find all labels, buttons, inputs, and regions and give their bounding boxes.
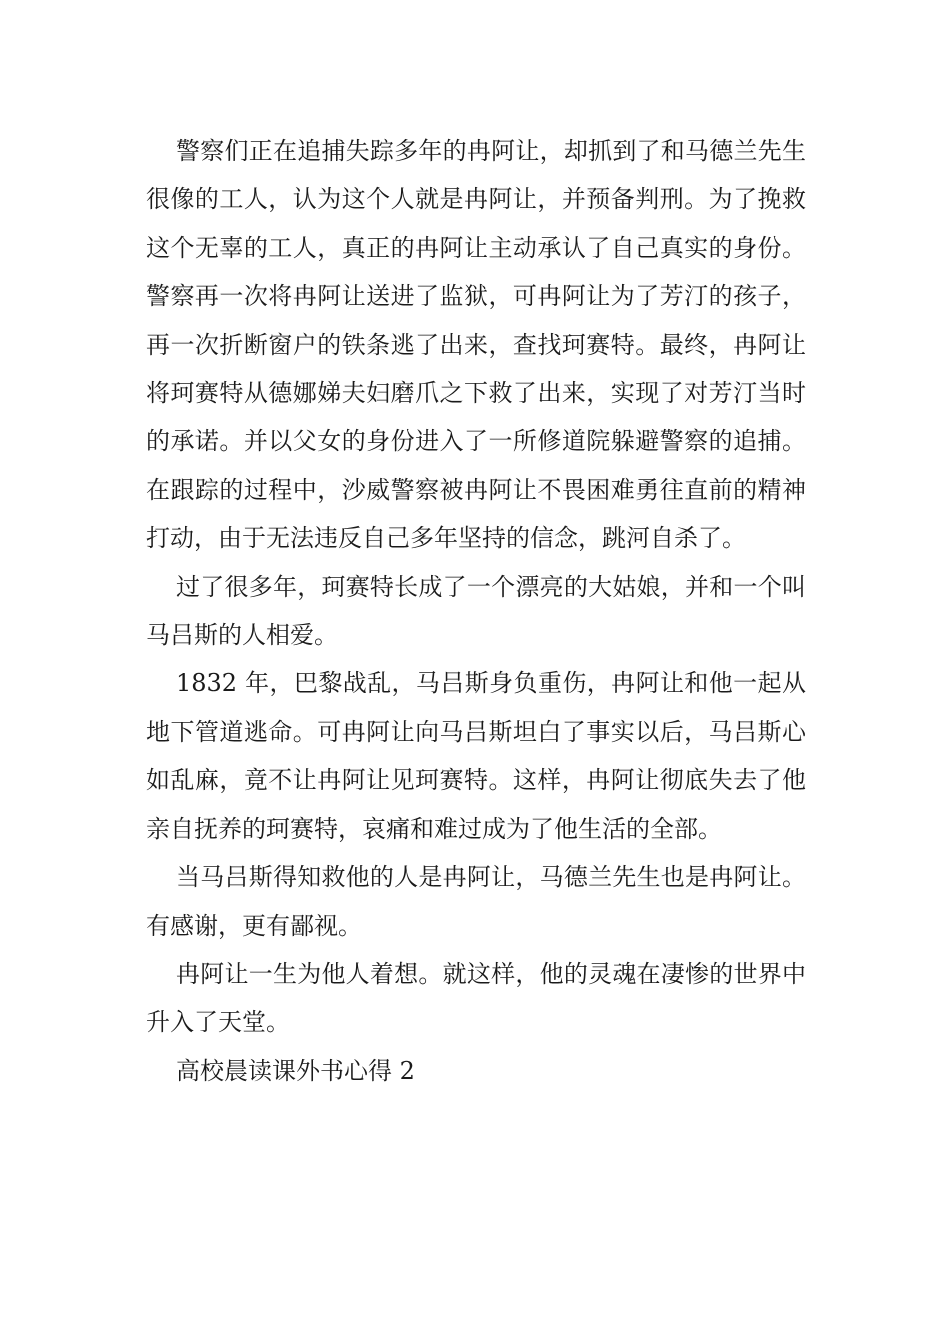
paragraph-3: 1832 年，巴黎战乱，马吕斯身负重伤，冉阿让和他一起从地下管道逃命。可冉阿让向马吕斯坦白了事实以后，马吕斯心如乱麻，竟不让冉阿让见珂赛特。这样，冉阿让彻底失去了他亲自抚养的珂赛特，哀痛和难过成为了他生活的全部。 <box>146 669 806 843</box>
section-heading: 高校晨读课外书心得 2 <box>176 1056 415 1085</box>
paragraph-5: 冉阿让一生为他人着想。就这样，他的灵魂在凄惨的世界中升入了天堂。 <box>146 959 806 1037</box>
paragraph-1: 警察们正在追捕失踪多年的冉阿让，却抓到了和马德兰先生很像的工人，认为这个人就是冉阿让，并预备判刑。为了挽救这个无辜的工人，真正的冉阿让主动承认了自己真实的身份。警察再一次将冉阿让送进了监狱，可冉阿让为了芳汀的孩子，再一次折断窗户的铁条逃了出来，查找珂赛特。最终，冉阿让将珂赛特从德娜娣夫妇磨爪之下救了出来，实现了对芳汀当时的承诺。并以父女的身份进入了一所修道院躲避警察的追捕。在跟踪的过程中，沙威警察被冉阿让不畏困难勇往直前的精神打动，由于无法违反自己多年坚持的信念，跳河自杀了。 <box>146 137 806 553</box>
paragraph-2: 过了很多年，珂赛特长成了一个漂亮的大姑娘，并和一个叫马吕斯的人相爱。 <box>146 572 806 650</box>
document-body <box>146 127 806 1095</box>
paragraph-4: 当马吕斯得知救他的人是冉阿让，马德兰先生也是冉阿让。有感谢，更有鄙视。 <box>146 863 806 940</box>
